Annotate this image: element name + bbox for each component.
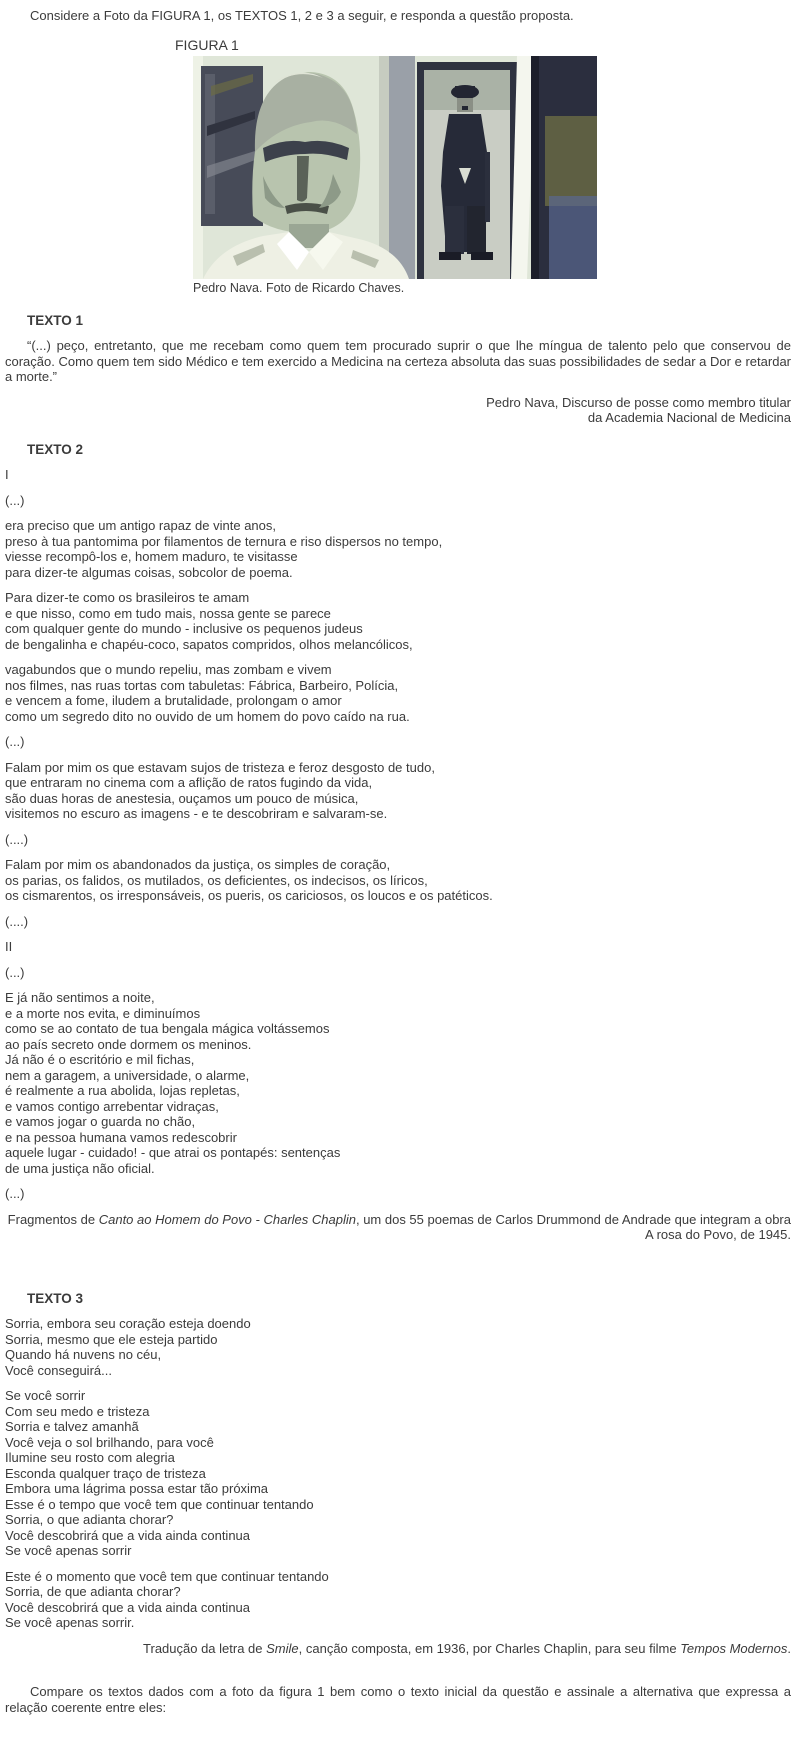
poem-line: como se ao contato de tua bengala mágica voltássemos (5, 1021, 330, 1036)
texto3-heading: TEXTO 3 (27, 1290, 84, 1306)
chaplin-trouser-left (445, 206, 464, 254)
poem-line: Este é o momento que você tem que continuar tentando (5, 1568, 329, 1584)
poem-line: viesse recompô-los e, homem maduro, te visitasse (5, 549, 298, 564)
figure-label: FIGURA 1 (175, 36, 239, 53)
poem-line: (...) (5, 734, 25, 749)
texto2-stanza-5 (5, 857, 791, 904)
poem-line: Quando há nuvens no céu, (5, 1347, 162, 1362)
poem-line: são duas horas de anestesia, ouçamos um pouco de música, (5, 790, 359, 806)
italic-text: Smile (266, 1640, 299, 1656)
poem-line: Sorria e talvez amanhã (5, 1419, 139, 1434)
poem-line: Sorria, embora seu coração esteja doendo (5, 1316, 251, 1331)
poem-line: os parias, os falidos, os mutilados, os deficientes, os indecisos, os líricos, (5, 872, 428, 888)
texto2-stanza-6 (5, 990, 791, 1176)
texto2-stanza-4 (5, 760, 791, 822)
texto2-stanza-2 (5, 590, 791, 652)
poem-line: de uma justiça não oficial. (5, 1160, 155, 1176)
texto1-heading: TEXTO 1 (27, 312, 84, 328)
attribution-line: Pedro Nava, Discurso de posse como membro titular (486, 394, 791, 410)
texto2-stanza-1 (5, 518, 791, 580)
italic-text: Tempos Modernos (680, 1640, 788, 1656)
photo-right-blue-patch (549, 196, 597, 279)
ellipsis-marker (5, 914, 791, 930)
texto3-source (5, 1641, 791, 1657)
poem-line: Sorria, mesmo que ele esteja partido (5, 1331, 218, 1347)
poem-line: e vencem a fome, iludem a brutalidade, prolongam o amor (5, 693, 342, 708)
ellipsis-marker (5, 734, 791, 750)
texto1-attribution (5, 395, 791, 426)
poem-line: para dizer-te algumas coisas, sobcolor de poema. (5, 564, 293, 580)
poem-line: preso à tua pantomima por filamentos de ternura e riso dispersos no tempo, (5, 533, 443, 549)
poem-line: Sorria, de que adianta chorar? (5, 1584, 181, 1599)
texto2-heading: TEXTO 2 (27, 441, 84, 457)
poem-line: como um segredo dito no ouvido de um homem do povo caído na rua. (5, 708, 410, 724)
question-prompt: Compare os textos dados com a foto da figura 1 bem como o texto inicial da questão e assinale a alternativa que expressa a relação coerente entre eles: (5, 1684, 791, 1715)
poem-line: Falam por mim os abandonados da justiça, os simples de coração, (5, 857, 391, 872)
poem-line: Você descobrirá que a vida ainda continua (5, 1527, 251, 1543)
texto2-stanza-3 (5, 662, 791, 724)
intro-instruction: Considere a Foto da FIGURA 1, os TEXTOS 1, 2 e 3 a seguir, e responda a questão proposta. (30, 8, 574, 23)
poem-line: Embora uma lágrima possa estar tão próxima (5, 1481, 269, 1496)
pedro-nava-photo-illustration (193, 56, 597, 279)
texto2-part2-label: II (5, 939, 13, 954)
poem-line: ao país secreto onde dormem os meninos. (5, 1036, 252, 1052)
poem-line: Se você apenas sorrir. (5, 1615, 135, 1630)
poem-line: aquele lugar - cuidado! - que atrai os pontapés: sentenças (5, 1145, 341, 1160)
texto1-paragraph: “(...) peço, entretanto, que me recebam como quem tem procurado suprir o que lhe míngua de talento pelo que conservou de coração. Como quem tem sido Médico e tem exercido a Medicina na certeza absoluta das suas possibilidades de sedar a Dor e retardar a morte.” (5, 338, 791, 384)
texto2-source (5, 1212, 791, 1243)
poem-line: Sorria, o que adianta chorar? (5, 1512, 174, 1527)
poem-line: (....) (5, 831, 29, 847)
chaplin-trouser-right (467, 206, 486, 254)
poem-line: e vamos jogar o guarda no chão, (5, 1114, 196, 1129)
poem-line: com qualquer gente do mundo - inclusive os pequenos judeus (5, 621, 363, 636)
poem-line: era preciso que um antigo rapaz de vinte anos, (5, 518, 277, 533)
plain-text: Fragmentos de (7, 1211, 99, 1227)
texto3-stanza-3 (5, 1569, 791, 1631)
chaplin-shoe-right (471, 252, 493, 260)
poem-line: Você conseguirá... (5, 1362, 112, 1378)
poem-line: (....) (5, 913, 29, 929)
poem-line: Já não é o escritório e mil fichas, (5, 1052, 195, 1067)
poem-line: e a morte nos evita, e diminuímos (5, 1005, 201, 1021)
poem-line: Para dizer-te como os brasileiros te amam (5, 590, 250, 605)
ellipsis-marker (5, 493, 791, 509)
poem-line: e vamos contigo arrebentar vidraças, (5, 1098, 219, 1114)
figure-caption: Pedro Nava. Foto de Ricardo Chaves. (193, 281, 405, 295)
poem-line: E já não sentimos a noite, (5, 990, 155, 1005)
poem-line: Esconda qualquer traço de tristeza (5, 1465, 206, 1481)
texto2-part1-label: I (5, 467, 9, 482)
poem-line: de bengalinha e chapéu-coco, sapatos compridos, olhos melancólicos, (5, 636, 413, 652)
poem-line: (...) (5, 492, 25, 508)
poem-line: (...) (5, 964, 25, 980)
attribution-line: da Academia Nacional de Medicina (587, 410, 791, 425)
photo-right-band-edge (531, 56, 539, 279)
poem-line: nos filmes, nas ruas tortas com tabuletas: Fábrica, Barbeiro, Polícia, (5, 677, 399, 693)
plain-text: , canção composta, em 1936, por Charles Chaplin, para seu filme (298, 1640, 681, 1656)
poem-line: Você descobrirá que a vida ainda continua (5, 1599, 251, 1615)
poem-line: Falam por mim os que estavam sujos de tristeza e feroz desgosto de tudo, (5, 759, 435, 775)
poem-line: nem a garagem, a universidade, o alarme, (5, 1067, 250, 1083)
ellipsis-marker (5, 1186, 791, 1202)
plain-text: , um dos 55 poemas de Carlos Drummond de Andrade que integram a obra A rosa do Povo, de 1945. (355, 1211, 791, 1242)
italic-text: Canto ao Homem do Povo - Charles Chaplin (98, 1211, 356, 1227)
photo-right-olive-patch (545, 116, 597, 206)
chaplin-cane-icon (485, 152, 490, 222)
chaplin-shoe-left (439, 252, 461, 260)
photo-column-edge (379, 56, 389, 279)
figure-photo (193, 56, 597, 279)
poem-line: (...) (5, 1186, 25, 1201)
ellipsis-marker (5, 832, 791, 848)
poem-line: que entraram no cinema com a aflição de ratos fugindo da vida, (5, 775, 373, 790)
poem-line: Se você sorrir (5, 1388, 86, 1403)
ellipsis-marker (5, 965, 791, 981)
poem-line: visitemos no escuro as imagens - e te descobriram e salvaram-se. (5, 806, 388, 821)
poem-line: Se você apenas sorrir (5, 1543, 132, 1558)
poem-line: os cismarentos, os irresponsáveis, os pueris, os cariciosos, os loucos e os patéticos. (5, 888, 493, 903)
chaplin-hat-crown (455, 86, 475, 94)
poem-line: Com seu medo e tristeza (5, 1403, 150, 1419)
poem-line: vagabundos que o mundo repeliu, mas zombam e vivem (5, 662, 332, 677)
poem-line: é realmente a rua abolida, lojas repletas, (5, 1083, 240, 1098)
texto3-stanza-2 (5, 1388, 791, 1559)
texto3-stanza-1 (5, 1316, 791, 1378)
chaplin-moustache (462, 106, 468, 110)
photo-gray-column (389, 56, 415, 279)
poem-line: e que nisso, como em tudo mais, nossa gente se parece (5, 605, 331, 621)
poem-line: Você veja o sol brilhando, para você (5, 1434, 214, 1450)
plain-text: . (787, 1640, 791, 1656)
plain-text: Tradução da letra de (143, 1640, 267, 1656)
poem-line: e na pessoa humana vamos redescobrir (5, 1129, 237, 1145)
poem-line: Ilumine seu rosto com alegria (5, 1450, 175, 1465)
poem-line: Esse é o tempo que você tem que continuar tentando (5, 1496, 314, 1512)
